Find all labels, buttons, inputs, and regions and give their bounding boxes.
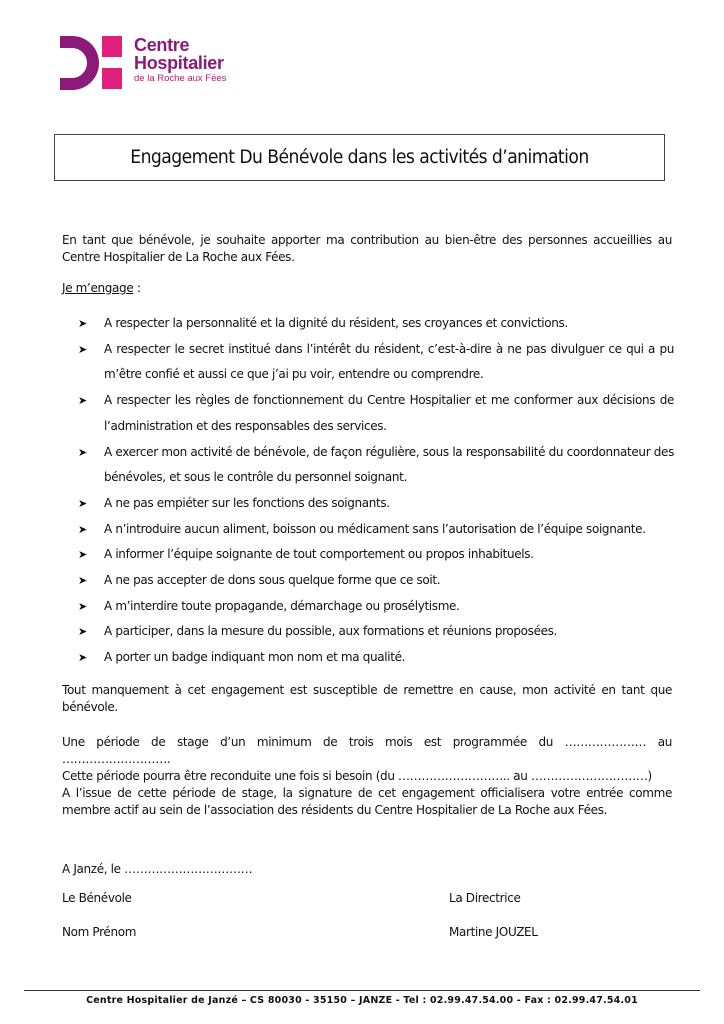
arrowhead-bullet-icon: ➤ xyxy=(78,522,87,536)
trial-period-paragraph xyxy=(62,734,672,785)
logo-line-2: Hospitalier xyxy=(134,53,224,73)
list-item: ➤ A participer, dans la mesure du possible, aux formations et réunions proposées. xyxy=(78,619,674,645)
arrowhead-bullet-icon: ➤ xyxy=(78,445,87,459)
breach-line-1: Tout manquement à cet engagement est susceptible de remettre en cause, mon activité en tant que xyxy=(62,683,672,697)
breach-line-2: bénévole. xyxy=(62,700,118,714)
breach-paragraph xyxy=(62,682,672,716)
place-date-line: A Janzé, le …………………………… xyxy=(62,862,253,876)
arrowhead-bullet-icon: ➤ xyxy=(78,548,87,562)
conclusion-line-2: membre actif au sein de l’association des résidents du Centre Hospitalier de La Roche aux Fées. xyxy=(62,803,608,817)
arrowhead-bullet-icon: ➤ xyxy=(78,651,87,665)
trial-line-1: Une période de stage d’un minimum de trois mois est programmée du ………………… au ………………………. xyxy=(62,735,672,766)
intro-paragraph xyxy=(62,232,672,266)
document-title: Engagement Du Bénévole dans les activités d’animation xyxy=(130,147,589,168)
intro-line-2: Centre Hospitalier de La Roche aux Fées. xyxy=(62,250,295,264)
arrowhead-bullet-icon: ➤ xyxy=(78,342,87,356)
conclusion-paragraph xyxy=(62,785,672,819)
list-item: ➤ A informer l’équipe soignante de tout comportement ou propos inhabituels. xyxy=(78,542,674,568)
arrowhead-bullet-icon: ➤ xyxy=(78,574,87,588)
list-item: ➤ A n’introduire aucun aliment, boisson ou médicament sans l’autorisation de l’équipe soignante. xyxy=(78,517,674,543)
footer-divider xyxy=(24,990,700,991)
list-item: ➤ A respecter la personnalité et la dignité du résident, ses croyances et convictions. xyxy=(78,311,674,337)
arrowhead-bullet-icon: ➤ xyxy=(78,394,87,408)
director-signature-label: La Directrice xyxy=(449,891,521,905)
engage-heading-colon: : xyxy=(133,281,141,295)
conclusion-line-1: A l’issue de cette période de stage, la signature de cet engagement officialisera votre entrée comme xyxy=(62,786,672,800)
hospital-logo xyxy=(58,34,258,94)
arrowhead-bullet-icon: ➤ xyxy=(78,317,87,330)
list-item: ➤ A ne pas accepter de dons sous quelque forme que ce soit. xyxy=(78,568,674,594)
arrowhead-bullet-icon: ➤ xyxy=(78,625,87,639)
volunteer-name-label: Nom Prénom xyxy=(62,925,137,939)
list-item: ➤ A ne pas empiéter sur les fonctions des soignants. xyxy=(78,491,674,517)
engage-heading xyxy=(62,280,672,297)
list-item: ➤ A m’interdire toute propagande, démarchage ou prosélytisme. xyxy=(78,594,674,620)
arrowhead-bullet-icon: ➤ xyxy=(78,496,87,510)
logo-line-1: Centre xyxy=(134,35,190,55)
list-item: ➤ A exercer mon activité de bénévole, de façon régulière, sous la responsabilité du coordonnateur des bénévoles, et sous le contrôle du personnel soignant. xyxy=(78,440,674,491)
list-item: ➤ A respecter les règles de fonctionnement du Centre Hospitalier et me conformer aux décisions de l’administration et des responsables des services. xyxy=(78,388,674,439)
engage-heading-text: Je m’engage xyxy=(62,281,134,295)
logo-line-3: de la Roche aux Fées xyxy=(134,73,227,84)
trial-line-2: Cette période pourra être reconduite une fois si besoin (du ……………………….. au …………………………) xyxy=(62,769,652,783)
volunteer-signature-label: Le Bénévole xyxy=(62,891,132,905)
logo-mark-icon xyxy=(58,34,126,92)
footer-contact: Centre Hospitalier de Janzé – CS 80030 - 35150 – JANZE - Tel : 02.99.47.54.00 - Fax : 02.99.47.54.01 xyxy=(86,995,638,1006)
arrowhead-bullet-icon: ➤ xyxy=(78,599,87,613)
director-name: Martine JOUZEL xyxy=(449,925,538,939)
document-title-box xyxy=(54,134,665,181)
intro-line-1: En tant que bénévole, je souhaite apporter ma contribution au bien-être des personnes accueillies au xyxy=(62,233,672,247)
commitments-list xyxy=(78,311,674,671)
list-item: ➤ A respecter le secret institué dans l’intérêt du résident, c’est-à-dire à ne pas divulguer ce qui a pu m’être confié et aussi ce que j’ai pu voir, entendre ou comprendre. xyxy=(78,337,674,388)
list-item: ➤ A porter un badge indiquant mon nom et ma qualité. xyxy=(78,645,674,671)
